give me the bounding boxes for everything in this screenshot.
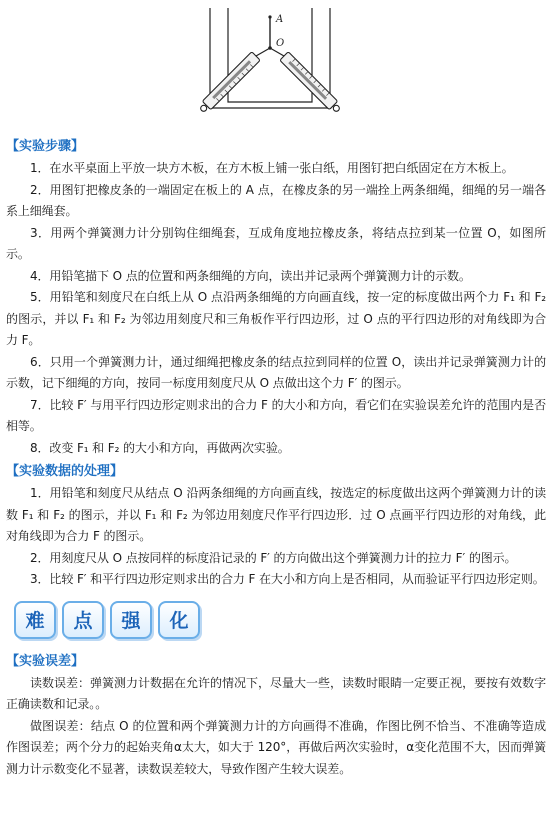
steps-heading: 【实验步骤】 [6,139,85,154]
badge-hua: 化 [158,601,200,639]
badge-qiang: 强 [110,601,152,639]
data-item-2: 2．用刻度尺从 O 点按同样的标度沿记录的 F′ 的方向做出这个弹簧测力计的拉力 F′ 的图示。 [30,550,517,565]
apparatus-figure [200,4,340,130]
step-7: 7．比较 F′ 与用平行四边形定则求出的合力 F 的大小和方向，看它们在实验误差允许的范围内是否相等。 [6,397,546,433]
step-5: 5．用铅笔和刻度尺在白纸上从 O 点沿两条细绳的方向画直线，按一定的标度做出两个力 F₁ 和 F₂ 的图示，并以 F₁ 和 F₂ 为邻边用刻度尺和三角板作平行四边形，过 O 点的平行四边形的对角线即为合力 F。 [6,290,546,347]
drawing-error: 做图误差：结点 O 的位置和两个弹簧测力计的方向画得不准确，作图比例不恰当、不准确等造成作图误差；两个分力的起始夹角α太大，如大于 120°，再做后两次实验时，α变化范围不大，因而弹簧测力计示数变化不显著，读数误差较大，导致作图产生较大误差。 [6,718,546,776]
point-a [268,15,271,18]
knot-o [268,46,272,50]
data-processing-heading: 【实验数据的处理】 [6,464,124,479]
badge-dian: 点 [62,601,104,639]
step-4: 4．用铅笔描下 O 点的位置和两条细绳的方向，读出并记录两个弹簧测力计的示数。 [30,268,471,283]
spring-scale-right [280,52,340,115]
reading-error: 读数误差：弹簧测力计数据在允许的情况下，尽量大一些，读数时眼睛一定要正视，要按有效数字正确读数和记录。。 [6,675,546,711]
badge-nan: 难 [14,601,56,639]
data-item-3: 3．比较 F′ 和平行四边形定则求出的合力 F 在大小和方向上是否相同，从而验证平行四边形定则。 [30,572,545,586]
spring-scale-left [200,52,260,115]
difficulty-banner [14,601,546,639]
step-1: 1．在水平桌面上平放一块方木板，在方木板上铺一张白纸，用图钉把白纸固定在方木板上。 [30,161,514,175]
step-3: 3．用两个弹簧测力计分别钩住细绳套，互成角度地拉橡皮条，将结点拉到某一位置 O，如图所示。 [6,225,546,261]
content [6,134,546,780]
errors-heading: 【实验误差】 [6,653,85,669]
label-o: O [276,38,285,49]
label-a: A [276,14,284,25]
step-6: 6．只用一个弹簧测力计，通过细绳把橡皮条的结点拉到同样的位置 O，读出并记录弹簧测力计的示数，记下细绳的方向，按同一标度用刻度尺从 O 点做出这个力 F′ 的图示。 [6,354,546,390]
data-item-1: 1．用铅笔和刻度尺从结点 O 沿两条细绳的方向画直线，按选定的标度做出这两个弹簧测力计的读数 F₁ 和 F₂ 的图示，并以 F₁ 和 F₂ 为邻边用刻度尺作平行四边形．过 O 点画平行四边形的对角线，此对角线即为合力 F 的图示。 [6,486,546,543]
step-2: 2．用图钉把橡皮条的一端固定在板上的 A 点，在橡皮条的另一端拴上两条细绳，细绳的另一端各系上细绳套。 [6,182,546,218]
step-8: 8．改变 F₁ 和 F₂ 的大小和方向，再做两次实验。 [30,440,290,455]
